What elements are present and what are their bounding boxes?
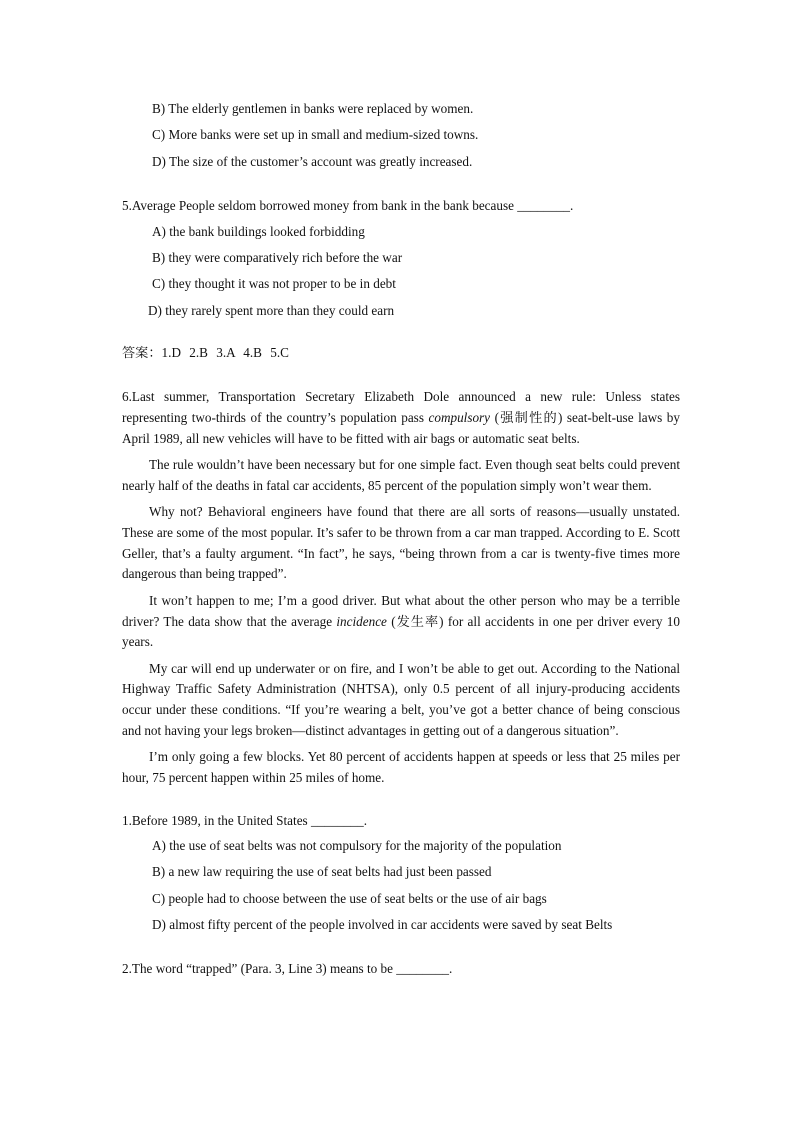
option-c: C) More banks were set up in small and medium-sized towns. (152, 127, 479, 143)
term-compulsory: compulsory (428, 409, 491, 425)
option-b: B) they were comparatively rich before the war (152, 250, 403, 266)
paragraph-1-text-b: (强制性的) seat-belt-use laws by April 1989, all new vehicles will have to be fitted with air bags or automatic seat belts. (122, 409, 680, 446)
passage-paragraph-4 (122, 591, 680, 653)
option-b: B) a new law requiring the use of seat belts had just been passed (152, 864, 492, 880)
option-a: A) the bank buildings looked forbidding (152, 223, 365, 239)
document-page (122, 96, 680, 980)
paragraph-1-text-a: 6.Last summer, Transportation Secretary Elizabeth Dole announced a new rule: Unless states representing two-thirds of the country’s population pass (122, 389, 680, 425)
passage-paragraph-1 (122, 387, 680, 449)
question-5-options (122, 219, 680, 324)
option-c: C) they thought it was not proper to be in debt (152, 276, 396, 292)
option-a: A) the use of seat belts was not compulsory for the majority of the population (152, 837, 562, 853)
passage-paragraph-3: Why not? Behavioral engineers have found that there are all sorts of reasons—usually unstated. These are some of the most popular. It’s safer to be thrown from a car man trapped. According to E. Scott Geller, that’s a faulty argument. “In fact”, he says, “being thrown from a car is twenty-five times more dangerous than being trapped”. (122, 504, 680, 582)
option-d: D) The size of the customer’s account was greatly increased. (152, 153, 473, 169)
option-d: D) almost fifty percent of the people involved in car accidents were saved by seat Belts (152, 916, 613, 932)
passage-paragraph-2: The rule wouldn’t have been necessary but for one simple fact. Even though seat belts could prevent nearly half of the deaths in fatal car accidents, 85 percent of the population simply won’t wear them. (122, 456, 680, 493)
paragraph-4-text-b: (发生率) for all accidents in one per driver every 10 years. (122, 613, 680, 650)
passage-paragraph-6: I’m only going a few blocks. Yet 80 percent of accidents happen at speeds or less that 25 miles per hour, 75 percent happen within 25 miles of home. (122, 749, 680, 786)
question-1-stem: 1.Before 1989, in the United States ________. (122, 812, 368, 828)
passage-paragraph-5: My car will end up underwater or on fire, and I won’t be able to get out. According to the National Highway Traffic Safety Administration (NHTSA), only 0.5 percent of all injury-producing accidents occur under these conditions. “If you’re wearing a belt, you’ve got a better chance of being conscious and not having your legs broken—distinct advantages in getting out of a dangerous situation”. (122, 660, 680, 739)
answer-key: 答案：1.D 2.B 3.A 4.B 5.C (122, 345, 289, 361)
option-d: D) they rarely spent more than they could earn (148, 302, 395, 318)
term-incidence: incidence (336, 613, 387, 629)
option-b: B) The elderly gentlemen in banks were replaced by women. (152, 101, 474, 116)
previous-question-options (122, 96, 680, 175)
question-5-stem: 5.Average People seldom borrowed money from bank in the bank because ________. (122, 197, 574, 213)
question-2-stem: 2.The word “trapped” (Para. 3, Line 3) means to be ________. (122, 961, 453, 977)
question-1-options (122, 833, 680, 938)
option-c: C) people had to choose between the use of seat belts or the use of air bags (152, 890, 547, 906)
paragraph-4-text-a: It won’t happen to me; I’m a good driver. But what about the other person who may be a terrible driver? The data show that the average (122, 592, 680, 629)
